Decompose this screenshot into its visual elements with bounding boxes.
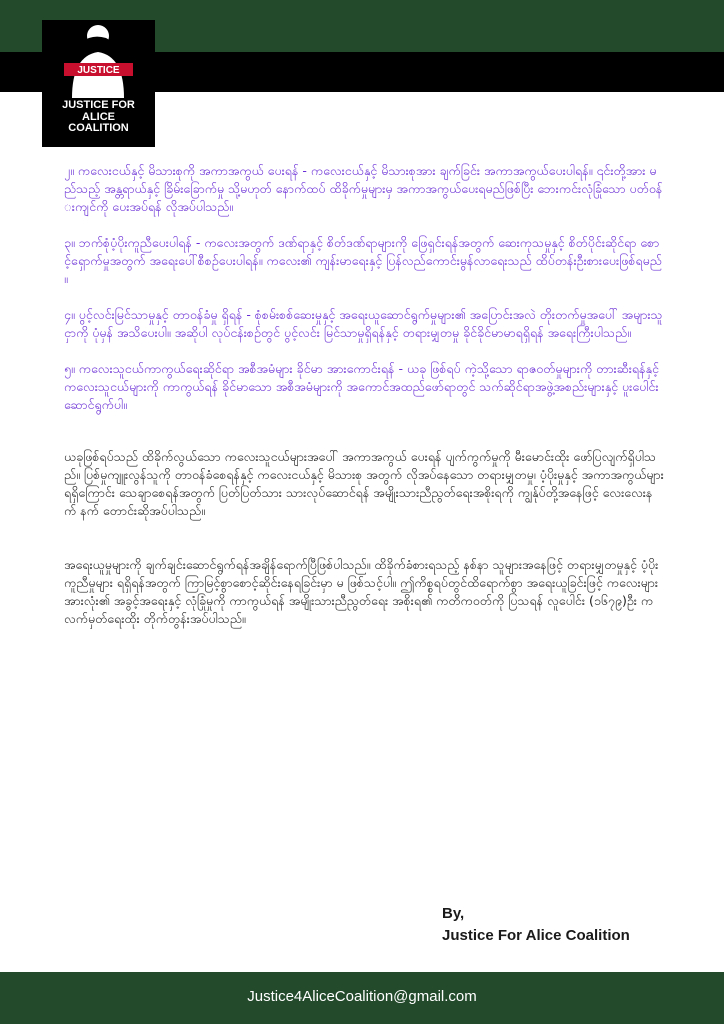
coalition-logo xyxy=(42,20,155,147)
closing-paragraph-1: ယခုဖြစ်ရပ်သည် ထိခိုက်လွယ်သော ကလေးသူငယ်များအပေါ် အကာအကွယ် ပေးရန် ပျက်ကွက်မှုကို မီးမောင်းထိုး ဖော်ပြလျက်ရှိပါသည်။ ပြစ်မှုကျူးလွန်သူကို တာဝန်ခံစေရန်နှင့် ကလေးငယ်နှင့် မိသားစု အတွက် လိုအပ်နေသော တရားမျှတမှု၊ ပံ့ပိုးမှုနှင့် အကာအကွယ်များ ရရှိကြောင်း သေချာစေရန်အတွက် ပြတ်ပြတ်သား သားလုပ်ဆောင်ရန် အမျိုးသားညီညွတ်ရေးအစိုးရကို ကျွန်ုပ်တို့အနေဖြင့် လေးလေးနက် နက် တောင်းဆိုအပ်ပါသည်။ xyxy=(64,449,664,518)
demand-paragraph-5: ၅။ ကလေးသူငယ်ကာကွယ်ရေးဆိုင်ရာ အစီအမံများ ခိုင်မာ အားကောင်းရန် - ယခု ဖြစ်ရပ် ကဲ့သို့သော ရာဇဝတ်မှုများကို တားဆီးရန်နှင့် ကလေးသူငယ်များကို ကာကွယ်ရန် ခိုင်မာသော အစီအမံများကို အကောင်အထည်ဖော်ရာတွင် သက်ဆိုင်ရာအဖွဲ့အစည်းများနှင့် ပူးပေါင်းဆောင်ရွက်ပါ။ xyxy=(64,361,659,412)
closing-paragraph-2: အရေးယူမှုများကို ချက်ချင်းဆောင်ရွက်ရန်အချိန်ရောက်ပြီဖြစ်ပါသည်။ ထိခိုက်ခံစားရသည့် နစ်နာ သူများအနေဖြင့် တရားမျှတမှုနှင့် ပံ့ပိုးကူညီမှုများ ရရှိရန်အတွက် ကြာမြင့်စွာစောင့်ဆိုင်းနေရခြင်းမှာ မ ဖြစ်သင့်ပါ။ ဤကိစ္စရပ်တွင်ထိရောက်စွာ အရေးယူခြင်းဖြင့် ကလေးများအားလုံး၏ အခွင့်အရေးနှင့် လုံခြုံမှုကို ကာကွယ်ရန် အမျိုးသားညီညွတ်ရေး အစိုးရ၏ ကတိကဝတ်ကို ပြသရန် လူပေါင်း (၁၆၇၉)ဦး ကလက်မှတ်ရေးထိုး တိုက်တွန်းအပ်ပါသည်။ xyxy=(64,557,659,626)
contact-email[interactable]: Justice4AliceCoalition@gmail.com xyxy=(247,988,477,1005)
logo-wordmark xyxy=(42,100,155,135)
demand-paragraph-3: ၃။ ဘက်စုံပံ့ပိုးကူညီပေးပါရန် - ကလေးအတွက် ဒဏ်ရာနှင့် စိတ်ဒဏ်ရာများကို ဖြေရှင်းရန်အတွက် ဆေးကုသမှုနှင့် စိတ်ပိုင်းဆိုင်ရာ စောင့်ရှောက်မှုအတွက် အရေးပေါ်စီစဉ်ပေးပါရန်။ ကလေး၏ ကျန်းမာရေးနှင့် ပြန်လည်ကောင်းမွန်လာရေးသည် ထိပ်တန်းဦးစားပေးဖြစ်ရမည်။ xyxy=(64,235,662,286)
signature-name: Justice For Alice Coalition xyxy=(442,927,630,944)
logo-line-2: ALICE xyxy=(82,110,115,123)
footer-band xyxy=(0,972,724,1024)
logo-emblem xyxy=(42,20,155,98)
logo-banner-text: JUSTICE xyxy=(77,65,120,76)
demand-paragraph-2: ၂။ ကလေးငယ်နှင့် မိသားစုကို အကာအကွယ် ပေးရန် - ကလေးငယ်နှင့် မိသားစုအား ချက်ခြင်း အကာအကွယ်ပေးပါရန်။ ၎င်းတို့အား မည်သည့် အန္တရာယ်နှင့် ခြိမ်းခြောက်မှု သို့မဟုတ် နောက်ထပ် ထိခိုက်မှုများမှ အကာအကွယ်ပေးရမည်ဖြစ်ပြီး ဘေးကင်းလုံခြုံသော ပတ်ဝန်းကျင်ကို ပေးအပ်ရန် လိုအပ်ပါသည်။ xyxy=(64,163,663,214)
logo-line-3: COALITION xyxy=(68,122,129,134)
signature-by: By, xyxy=(442,905,465,922)
logo-line-1: JUSTICE FOR xyxy=(62,99,135,111)
letter-body xyxy=(64,162,664,628)
demand-paragraph-4: ၄။ ပွင့်လင်းမြင်သာမှုနှင့် တာဝန်ခံမှု ရှိရန် - စုံစမ်းစစ်ဆေးမှုနှင့် အရေးယူဆောင်ရွက်မှုများ၏ အပြောင်းအလဲ တိုးတက်မှုအပေါ် အများသူငှာကို ပုံမှန် အသိပေးပါ။ အဆိုပါ လုပ်ငန်းစဉ်တွင် ပွင့်လင်း မြင်သာမှုရှိရန်နှင့် တရားမျှတမှု ခိုင်ခိုင်မာမာရရှိရန် အရေးကြီးပါသည်။ xyxy=(64,307,663,340)
signature-block xyxy=(442,903,702,947)
